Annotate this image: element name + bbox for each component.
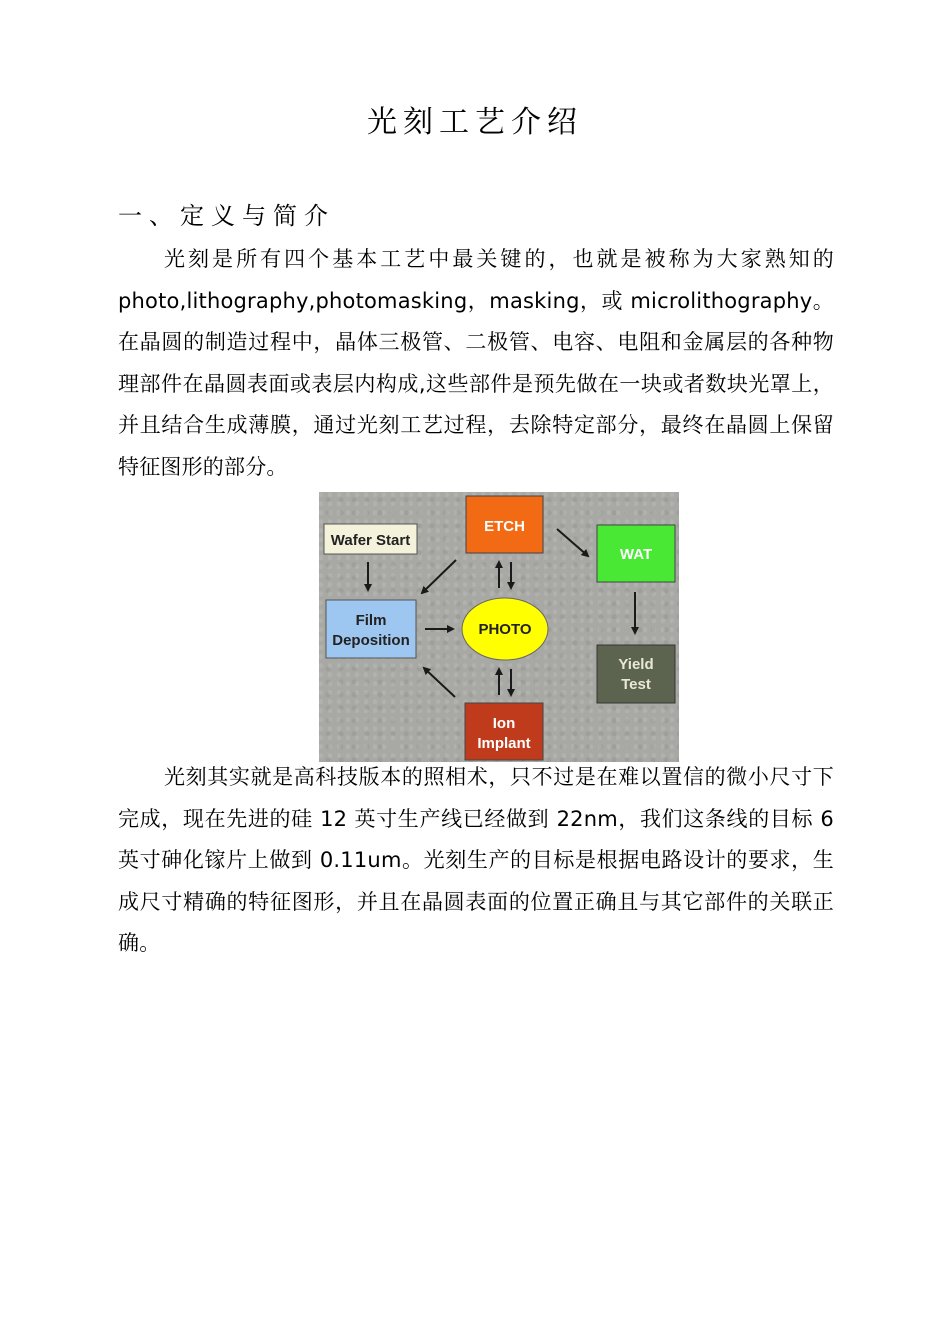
process-flow-svg bbox=[319, 492, 679, 762]
intro-paragraph: 光刻是所有四个基本工艺中最关键的，也就是被称为大家熟知的photo,lithography,photomasking，masking，或 microlithography。在晶圆的制造过程中，晶体三极管、二极管、电容、电阻和金属层的各种物理部件在晶圆表面或表层内构成,这些部件是预先做在一块或者数块光罩上，并且结合生成薄膜，通过光刻工艺过程，去除特定部分，最终在晶圆上保留特征图形的部分。 bbox=[118, 247, 834, 479]
wafer-start-node bbox=[324, 524, 417, 554]
yield-test-box bbox=[597, 645, 675, 703]
arrow-etch-to-wat bbox=[557, 529, 588, 556]
wat-label: WAT bbox=[619, 546, 653, 563]
yield-test-label-line1: Yield bbox=[618, 656, 654, 673]
photolithography-paragraph: 光刻其实就是高科技版本的照相术，只不过是在难以置信的微小尺寸下完成，现在先进的硅 12 英寸生产线已经做到 22nm，我们这条线的目标 6 英寸砷化镓片上做到 0.11um。光刻生产的目标是根据电路设计的要求，生成尺寸精确的特征图形，并且在晶圆表面的位置正确且与其它部件的关联正确。 bbox=[118, 765, 834, 955]
film-deposition-node bbox=[326, 600, 416, 658]
process-flow-diagram bbox=[319, 492, 679, 762]
wat-node bbox=[597, 525, 675, 582]
arrow-ion-to-film bbox=[424, 668, 455, 697]
etch-node bbox=[466, 496, 543, 553]
section-heading: 一、定义与简介 bbox=[118, 202, 335, 230]
film-deposition-box bbox=[326, 600, 416, 658]
film-deposition-label-line1: Film bbox=[355, 612, 387, 629]
ion-implant-label-line2: Implant bbox=[477, 735, 531, 752]
wafer-start-label: Wafer Start bbox=[330, 532, 411, 549]
ion-implant-label-line1: Ion bbox=[492, 715, 516, 732]
yield-test-node bbox=[597, 645, 675, 703]
photo-label: PHOTO bbox=[478, 621, 532, 638]
page-title: 光刻工艺介绍 bbox=[367, 105, 583, 140]
arrow-etch-to-film bbox=[422, 560, 456, 593]
film-deposition-label-line2: Deposition bbox=[332, 632, 410, 649]
etch-label: ETCH bbox=[484, 518, 525, 535]
photo-node bbox=[462, 598, 548, 660]
ion-implant-node bbox=[465, 703, 543, 760]
yield-test-label-line2: Test bbox=[621, 676, 651, 693]
